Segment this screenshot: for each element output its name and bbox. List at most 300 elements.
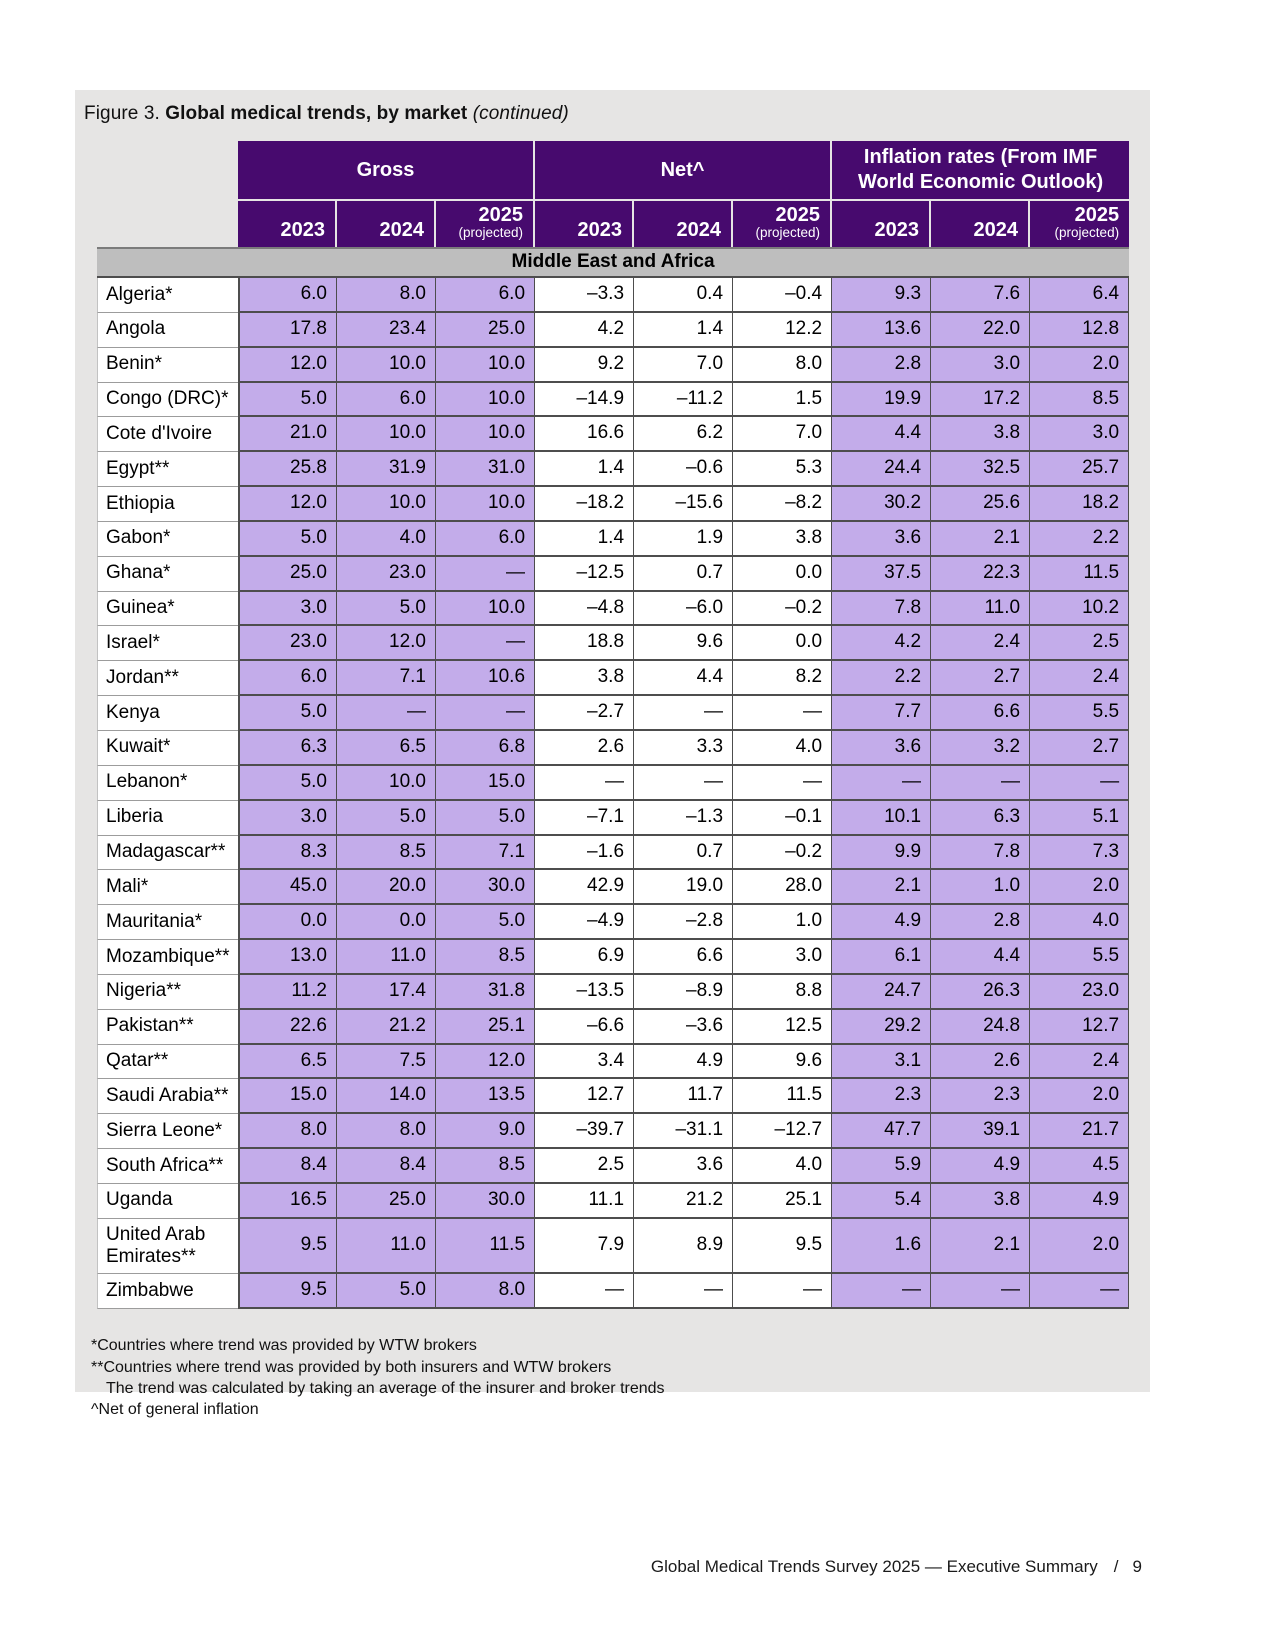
net-2023-cell: 2.6 [535, 731, 634, 766]
inflation-2023-cell: 30.2 [832, 487, 931, 522]
net-2024-cell: –6.0 [634, 592, 733, 627]
group-header-gross: Gross [238, 141, 535, 201]
inflation-2023-cell: 5.9 [832, 1149, 931, 1184]
gross-2025-cell: 5.0 [436, 905, 535, 940]
gross-2023-cell: 3.0 [238, 592, 337, 627]
inflation-2023-cell: 5.4 [832, 1184, 931, 1219]
inflation-2024-cell: 3.2 [931, 731, 1030, 766]
inflation-2023-cell: 7.8 [832, 592, 931, 627]
gross-2025-cell: 5.0 [436, 801, 535, 836]
inflation-2023-cell: 7.7 [832, 696, 931, 731]
gross-2025-cell: 25.0 [436, 313, 535, 348]
group-header-net: Net^ [535, 141, 832, 201]
inflation-2025-cell: 5.1 [1030, 801, 1129, 836]
net-2024-cell: 19.0 [634, 870, 733, 905]
gross-2025-cell: 30.0 [436, 870, 535, 905]
gross-2024-cell: 12.0 [337, 626, 436, 661]
gross-2025-cell: 25.1 [436, 1010, 535, 1045]
country-cell: Angola [97, 313, 238, 348]
inflation-2023-cell: 1.6 [832, 1219, 931, 1275]
country-cell: South Africa** [97, 1149, 238, 1184]
country-cell: Algeria* [97, 278, 238, 313]
gross-2023-cell: 11.2 [238, 975, 337, 1010]
net-2023-cell: –39.7 [535, 1114, 634, 1149]
inflation-2024-cell: 2.4 [931, 626, 1030, 661]
country-cell: Mozambique** [97, 940, 238, 975]
inflation-2025-cell: 10.2 [1030, 592, 1129, 627]
gross-2025-cell: 31.8 [436, 975, 535, 1010]
country-cell: Ghana* [97, 557, 238, 592]
inflation-2025-cell: 23.0 [1030, 975, 1129, 1010]
country-cell: Saudi Arabia** [97, 1079, 238, 1114]
country-cell: Congo (DRC)* [97, 383, 238, 418]
gross-2023-cell: 15.0 [238, 1079, 337, 1114]
country-cell: Sierra Leone* [97, 1114, 238, 1149]
inflation-2025-cell: 5.5 [1030, 696, 1129, 731]
inflation-2025-cell: 2.7 [1030, 731, 1129, 766]
inflation-2023-cell: 19.9 [832, 383, 931, 418]
gross-2025-cell: 10.0 [436, 348, 535, 383]
inflation-2023-cell: 9.9 [832, 836, 931, 871]
gross-2025-cell: 6.0 [436, 278, 535, 313]
gross-2024-cell: 0.0 [337, 905, 436, 940]
country-cell: Kuwait* [97, 731, 238, 766]
gross-2023-cell: 21.0 [238, 417, 337, 452]
inflation-2023-cell: 47.7 [832, 1114, 931, 1149]
net-2023-cell: –3.3 [535, 278, 634, 313]
gross-2023-cell: 8.0 [238, 1114, 337, 1149]
gross-2023-cell: 8.4 [238, 1149, 337, 1184]
inflation-2024-cell: 17.2 [931, 383, 1030, 418]
gross-2024-cell: 6.0 [337, 383, 436, 418]
inflation-2023-cell: 4.4 [832, 417, 931, 452]
inflation-2024-cell: 7.8 [931, 836, 1030, 871]
net-2024-cell: 9.6 [634, 626, 733, 661]
table-row [97, 452, 1129, 487]
country-cell: Jordan** [97, 661, 238, 696]
table-row [97, 1079, 1129, 1114]
table-row [97, 487, 1129, 522]
gross-2023-cell: 17.8 [238, 313, 337, 348]
gross-2024-cell: 8.4 [337, 1149, 436, 1184]
country-cell: Liberia [97, 801, 238, 836]
net-2024-cell: — [634, 696, 733, 731]
gross-2023-cell: 3.0 [238, 801, 337, 836]
inflation-2025-cell: 4.9 [1030, 1184, 1129, 1219]
inflation-2023-cell: 2.3 [832, 1079, 931, 1114]
inflation-2024-cell: — [931, 1274, 1030, 1309]
page-footer [651, 1557, 1142, 1577]
gross-2024-cell: 25.0 [337, 1184, 436, 1219]
gross-2025-cell: 10.0 [436, 417, 535, 452]
inflation-2023-cell: 6.1 [832, 940, 931, 975]
table-row [97, 661, 1129, 696]
gross-2023-cell: 0.0 [238, 905, 337, 940]
net-2023-cell: –12.5 [535, 557, 634, 592]
net-2025-cell: 12.2 [733, 313, 832, 348]
inflation-2025-cell: 8.5 [1030, 383, 1129, 418]
gross-2023-cell: 5.0 [238, 522, 337, 557]
net-2023-cell: 1.4 [535, 522, 634, 557]
country-cell: Ethiopia [97, 487, 238, 522]
inflation-2023-cell: 3.6 [832, 522, 931, 557]
net-2023-cell: –14.9 [535, 383, 634, 418]
net-2024-cell: 7.0 [634, 348, 733, 383]
gross-2023-cell: 6.0 [238, 661, 337, 696]
gross-2024-cell: 10.0 [337, 766, 436, 801]
section-band-row [97, 247, 1129, 278]
gross-2024-cell: 31.9 [337, 452, 436, 487]
table-row [97, 278, 1129, 313]
table-row [97, 731, 1129, 766]
inflation-2023-cell: 10.1 [832, 801, 931, 836]
inflation-2023-cell: 3.6 [832, 731, 931, 766]
gross-2024-cell: — [337, 696, 436, 731]
inflation-2023-cell: 2.2 [832, 661, 931, 696]
gross-2024-cell: 23.4 [337, 313, 436, 348]
net-2023-cell: 6.9 [535, 940, 634, 975]
gross-2024-cell: 10.0 [337, 348, 436, 383]
inflation-2024-cell: 1.0 [931, 870, 1030, 905]
gross-2023-cell: 6.0 [238, 278, 337, 313]
inflation-2023-cell: — [832, 766, 931, 801]
country-cell: Kenya [97, 696, 238, 731]
inflation-2025-cell: 6.4 [1030, 278, 1129, 313]
inflation-2025-cell: 2.4 [1030, 1045, 1129, 1080]
country-cell: Gabon* [97, 522, 238, 557]
gross-2025-cell: 11.5 [436, 1219, 535, 1275]
country-cell: Israel* [97, 626, 238, 661]
net-2025-cell: 9.5 [733, 1219, 832, 1275]
table-row [97, 1045, 1129, 1080]
net-2023-cell: 2.5 [535, 1149, 634, 1184]
country-cell: Qatar** [97, 1045, 238, 1080]
gross-2025-cell: 7.1 [436, 836, 535, 871]
net-2023-cell: –7.1 [535, 801, 634, 836]
net-2024-cell: 3.6 [634, 1149, 733, 1184]
net-2025-cell: 8.2 [733, 661, 832, 696]
net-2024-cell: –3.6 [634, 1010, 733, 1045]
gross-2025-cell: 6.0 [436, 522, 535, 557]
footnotes [91, 1335, 1150, 1420]
inflation-2024-cell: 6.3 [931, 801, 1030, 836]
table-row [97, 313, 1129, 348]
inflation-2023-cell: 37.5 [832, 557, 931, 592]
net-2023-cell: 18.8 [535, 626, 634, 661]
gross-2024-cell: 6.5 [337, 731, 436, 766]
net-2024-cell: 4.9 [634, 1045, 733, 1080]
table-row [97, 1149, 1129, 1184]
net-2025-cell: –0.2 [733, 592, 832, 627]
net-2024-cell: 0.7 [634, 557, 733, 592]
inflation-2025-cell: 4.5 [1030, 1149, 1129, 1184]
year-header-net-2024: 2024 [634, 201, 733, 247]
section-band: Middle East and Africa [97, 247, 1129, 278]
net-2024-cell: 6.2 [634, 417, 733, 452]
gross-2025-cell: 31.0 [436, 452, 535, 487]
gross-2023-cell: 5.0 [238, 766, 337, 801]
corner-spacer [97, 201, 238, 247]
net-2023-cell: –4.8 [535, 592, 634, 627]
country-cell: Mauritania* [97, 905, 238, 940]
net-2024-cell: –11.2 [634, 383, 733, 418]
year-header-row [97, 201, 1129, 247]
net-2025-cell: 8.8 [733, 975, 832, 1010]
net-2023-cell: 11.1 [535, 1184, 634, 1219]
gross-2025-cell: 15.0 [436, 766, 535, 801]
gross-2024-cell: 10.0 [337, 487, 436, 522]
inflation-2024-cell: 32.5 [931, 452, 1030, 487]
country-cell: Mali* [97, 870, 238, 905]
gross-2023-cell: 13.0 [238, 940, 337, 975]
table-row [97, 557, 1129, 592]
net-2023-cell: 12.7 [535, 1079, 634, 1114]
gross-2024-cell: 7.1 [337, 661, 436, 696]
net-2025-cell: –8.2 [733, 487, 832, 522]
net-2023-cell: 9.2 [535, 348, 634, 383]
net-2024-cell: 11.7 [634, 1079, 733, 1114]
inflation-2024-cell: 2.1 [931, 1219, 1030, 1275]
year-header-gross-2025: 2025 (projected) [436, 201, 535, 247]
table-row [97, 1274, 1129, 1309]
inflation-2024-cell: 3.8 [931, 1184, 1030, 1219]
gross-2024-cell: 8.5 [337, 836, 436, 871]
net-2025-cell: 3.8 [733, 522, 832, 557]
net-2024-cell: 1.9 [634, 522, 733, 557]
net-2024-cell: 21.2 [634, 1184, 733, 1219]
table-row [97, 975, 1129, 1010]
net-2025-cell: –0.2 [733, 836, 832, 871]
inflation-2025-cell: 2.2 [1030, 522, 1129, 557]
inflation-2024-cell: 3.8 [931, 417, 1030, 452]
inflation-2023-cell: 3.1 [832, 1045, 931, 1080]
inflation-2024-cell: 4.4 [931, 940, 1030, 975]
net-2023-cell: 4.2 [535, 313, 634, 348]
gross-2025-cell: 8.5 [436, 1149, 535, 1184]
gross-2024-cell: 11.0 [337, 940, 436, 975]
figure-panel [75, 90, 1150, 1419]
inflation-2024-cell: 2.6 [931, 1045, 1030, 1080]
gross-2024-cell: 17.4 [337, 975, 436, 1010]
net-2024-cell: –31.1 [634, 1114, 733, 1149]
table-row [97, 348, 1129, 383]
net-2023-cell: — [535, 1274, 634, 1309]
inflation-2025-cell: 21.7 [1030, 1114, 1129, 1149]
inflation-2025-cell: 2.5 [1030, 626, 1129, 661]
country-cell: Egypt** [97, 452, 238, 487]
inflation-2024-cell: 39.1 [931, 1114, 1030, 1149]
inflation-2023-cell: 24.4 [832, 452, 931, 487]
inflation-2025-cell: 12.8 [1030, 313, 1129, 348]
gross-2023-cell: 6.3 [238, 731, 337, 766]
net-2025-cell: 8.0 [733, 348, 832, 383]
table-row [97, 836, 1129, 871]
gross-2024-cell: 7.5 [337, 1045, 436, 1080]
gross-2024-cell: 11.0 [337, 1219, 436, 1275]
net-2024-cell: 6.6 [634, 940, 733, 975]
net-2023-cell: 42.9 [535, 870, 634, 905]
table-row [97, 940, 1129, 975]
net-2025-cell: — [733, 1274, 832, 1309]
net-2025-cell: — [733, 766, 832, 801]
gross-2025-cell: — [436, 626, 535, 661]
gross-2025-cell: — [436, 557, 535, 592]
gross-2024-cell: 5.0 [337, 1274, 436, 1309]
inflation-2023-cell: 24.7 [832, 975, 931, 1010]
table-row [97, 1114, 1129, 1149]
gross-2023-cell: 12.0 [238, 487, 337, 522]
corner-spacer [97, 141, 238, 201]
net-2025-cell: –12.7 [733, 1114, 832, 1149]
table-body [97, 247, 1129, 1309]
inflation-2025-cell: 2.0 [1030, 1219, 1129, 1275]
gross-2024-cell: 14.0 [337, 1079, 436, 1114]
net-2025-cell: — [733, 696, 832, 731]
gross-2023-cell: 9.5 [238, 1219, 337, 1275]
country-cell: Benin* [97, 348, 238, 383]
inflation-2025-cell: 25.7 [1030, 452, 1129, 487]
gross-2024-cell: 21.2 [337, 1010, 436, 1045]
gross-2025-cell: 6.8 [436, 731, 535, 766]
gross-2023-cell: 5.0 [238, 383, 337, 418]
gross-2023-cell: 6.5 [238, 1045, 337, 1080]
net-2025-cell: 1.0 [733, 905, 832, 940]
gross-2025-cell: 9.0 [436, 1114, 535, 1149]
table-row [97, 1010, 1129, 1045]
gross-2025-cell: 10.0 [436, 487, 535, 522]
gross-2025-cell: 10.0 [436, 383, 535, 418]
year-header-net-2023: 2023 [535, 201, 634, 247]
net-2023-cell: –1.6 [535, 836, 634, 871]
inflation-2025-cell: 7.3 [1030, 836, 1129, 871]
gross-2023-cell: 25.0 [238, 557, 337, 592]
gross-2025-cell: 12.0 [436, 1045, 535, 1080]
figure-name: Global medical trends, by market [165, 103, 468, 124]
inflation-2024-cell: 3.0 [931, 348, 1030, 383]
inflation-2023-cell: 9.3 [832, 278, 931, 313]
net-2023-cell: 3.8 [535, 661, 634, 696]
net-2023-cell: 1.4 [535, 452, 634, 487]
inflation-2023-cell: 13.6 [832, 313, 931, 348]
year-header-inflation-2024: 2024 [931, 201, 1030, 247]
net-2025-cell: 5.3 [733, 452, 832, 487]
gross-2024-cell: 23.0 [337, 557, 436, 592]
net-2025-cell: 3.0 [733, 940, 832, 975]
inflation-2023-cell: 29.2 [832, 1010, 931, 1045]
table-row [97, 905, 1129, 940]
inflation-2025-cell: — [1030, 766, 1129, 801]
net-2023-cell: –18.2 [535, 487, 634, 522]
table-row [97, 383, 1129, 418]
net-2024-cell: 0.7 [634, 836, 733, 871]
inflation-2025-cell: 12.7 [1030, 1010, 1129, 1045]
country-cell: Madagascar** [97, 836, 238, 871]
net-2024-cell: –15.6 [634, 487, 733, 522]
country-cell: Nigeria** [97, 975, 238, 1010]
net-2023-cell: 3.4 [535, 1045, 634, 1080]
footnote-net-inflation: ^Net of general inflation [91, 1401, 259, 1419]
gross-2023-cell: 16.5 [238, 1184, 337, 1219]
year-header-inflation-2025: 2025 (projected) [1030, 201, 1129, 247]
net-2023-cell: –4.9 [535, 905, 634, 940]
net-2024-cell: 8.9 [634, 1219, 733, 1275]
table-row [97, 626, 1129, 661]
gross-2024-cell: 8.0 [337, 278, 436, 313]
inflation-2023-cell: 2.1 [832, 870, 931, 905]
inflation-2024-cell: 26.3 [931, 975, 1030, 1010]
group-header-inflation: Inflation rates (From IMF World Economic Outlook) [832, 141, 1129, 201]
inflation-2025-cell: 2.0 [1030, 348, 1129, 383]
table-row [97, 1184, 1129, 1219]
gross-2025-cell: 8.5 [436, 940, 535, 975]
inflation-2023-cell: 4.9 [832, 905, 931, 940]
inflation-2024-cell: 25.6 [931, 487, 1030, 522]
gross-2023-cell: 5.0 [238, 696, 337, 731]
gross-2023-cell: 45.0 [238, 870, 337, 905]
inflation-2024-cell: 7.6 [931, 278, 1030, 313]
net-2025-cell: –0.4 [733, 278, 832, 313]
gross-2025-cell: 30.0 [436, 1184, 535, 1219]
gross-2025-cell: 13.5 [436, 1079, 535, 1114]
inflation-2025-cell: 3.0 [1030, 417, 1129, 452]
table-row [97, 696, 1129, 731]
footnote-average: The trend was calculated by taking an average of the insurer and broker trends [106, 1379, 665, 1397]
gross-2023-cell: 8.3 [238, 836, 337, 871]
net-2023-cell: –6.6 [535, 1010, 634, 1045]
country-cell: Uganda [97, 1184, 238, 1219]
gross-2024-cell: 5.0 [337, 801, 436, 836]
net-2024-cell: –8.9 [634, 975, 733, 1010]
gross-2025-cell: 10.0 [436, 592, 535, 627]
inflation-2025-cell: 2.0 [1030, 870, 1129, 905]
gross-2025-cell: 8.0 [436, 1274, 535, 1309]
gross-2024-cell: 4.0 [337, 522, 436, 557]
net-2023-cell: — [535, 766, 634, 801]
net-2024-cell: –0.6 [634, 452, 733, 487]
table-row [97, 1219, 1129, 1275]
country-cell: Guinea* [97, 592, 238, 627]
inflation-2024-cell: 4.9 [931, 1149, 1030, 1184]
net-2025-cell: 7.0 [733, 417, 832, 452]
net-2025-cell: 4.0 [733, 731, 832, 766]
net-2023-cell: 7.9 [535, 1219, 634, 1275]
figure-continued-note: (continued) [472, 103, 569, 124]
gross-2023-cell: 25.8 [238, 452, 337, 487]
net-2025-cell: 0.0 [733, 626, 832, 661]
inflation-2025-cell: 2.0 [1030, 1079, 1129, 1114]
table-row [97, 766, 1129, 801]
inflation-2024-cell: 22.0 [931, 313, 1030, 348]
figure-title [84, 103, 1150, 125]
country-cell: United Arab Emirates** [97, 1219, 238, 1275]
gross-2024-cell: 5.0 [337, 592, 436, 627]
net-2025-cell: 4.0 [733, 1149, 832, 1184]
inflation-2023-cell: 2.8 [832, 348, 931, 383]
table-row [97, 870, 1129, 905]
country-cell: Zimbabwe [97, 1274, 238, 1309]
figure-label: Figure 3. [84, 103, 160, 124]
inflation-2024-cell: — [931, 766, 1030, 801]
net-2024-cell: –2.8 [634, 905, 733, 940]
footer-title: Global Medical Trends Survey 2025 — Executive Summary [650, 1557, 1098, 1576]
inflation-2024-cell: 2.1 [931, 522, 1030, 557]
inflation-2024-cell: 2.7 [931, 661, 1030, 696]
inflation-2025-cell: 4.0 [1030, 905, 1129, 940]
gross-2023-cell: 22.6 [238, 1010, 337, 1045]
table-row [97, 522, 1129, 557]
inflation-2025-cell: 2.4 [1030, 661, 1129, 696]
net-2025-cell: 28.0 [733, 870, 832, 905]
